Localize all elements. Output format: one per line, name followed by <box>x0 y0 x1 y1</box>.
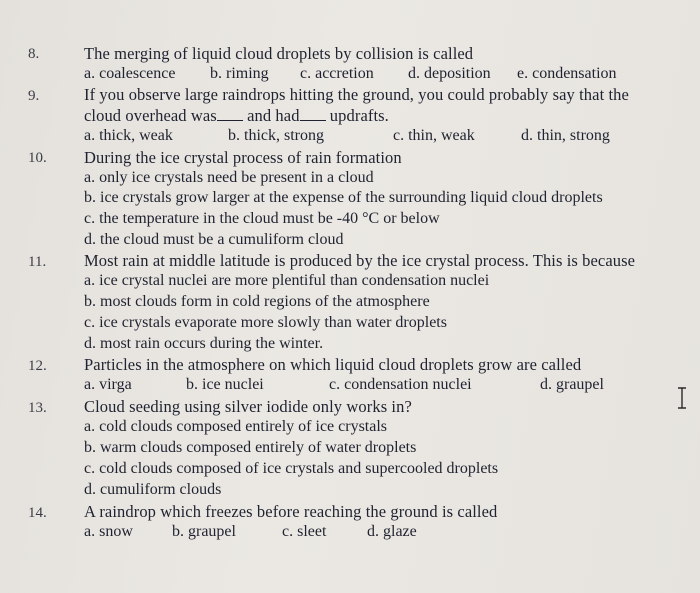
question-11-option-c[interactable]: c. ice crystals evaporate more slowly than water droplets <box>84 314 447 331</box>
question-13-option-d[interactable]: d. cumuliform clouds <box>84 481 222 498</box>
question-8-text: The merging of liquid cloud droplets by collision is called <box>84 44 474 63</box>
question-14-text: A raindrop which freezes before reaching the ground is called <box>84 502 498 521</box>
question-9-option-c[interactable]: c. thin, weak <box>393 127 475 144</box>
question-13-text: Cloud seeding using silver iodide only works in? <box>84 397 412 416</box>
question-8-option-a[interactable]: a. coalescence <box>84 65 176 82</box>
question-9-text-part2: and had <box>247 106 300 125</box>
question-13-option-c[interactable]: c. cold clouds composed of ice crystals and supercooled droplets <box>84 460 499 477</box>
question-9-text-part3: updrafts. <box>329 106 389 125</box>
answer-blank-1 <box>217 106 243 121</box>
question-12-option-d[interactable]: d. graupel <box>540 376 604 393</box>
question-9-option-d[interactable]: d. thin, strong <box>521 127 610 144</box>
question-9-option-a[interactable]: a. thick, weak <box>84 127 173 144</box>
question-9-text-line1: If you observe large raindrops hitting the ground, you could probably say that the <box>84 85 629 104</box>
question-9-option-b[interactable]: b. thick, strong <box>228 127 324 144</box>
question-number-11: 11. <box>28 254 47 270</box>
question-11-text: Most rain at middle latitude is produced by the ice crystal process. This is because <box>84 251 636 270</box>
question-9-text-part1: cloud overhead was <box>84 106 217 125</box>
question-number-12: 12. <box>28 358 47 374</box>
question-12-option-c[interactable]: c. condensation nuclei <box>329 376 472 393</box>
question-10-option-c[interactable]: c. the temperature in the cloud must be -40 °C or below <box>84 210 440 227</box>
question-number-9: 9. <box>28 88 40 104</box>
question-13-option-a[interactable]: a. cold clouds composed entirely of ice crystals <box>84 418 388 435</box>
question-12-option-a[interactable]: a. virga <box>84 376 132 393</box>
question-8-option-d[interactable]: d. deposition <box>408 65 491 82</box>
question-12-option-b[interactable]: b. ice nuclei <box>186 376 264 393</box>
question-10-option-d[interactable]: d. the cloud must be a cumuliform cloud <box>84 231 344 248</box>
question-10-text: During the ice crystal process of rain formation <box>84 148 402 167</box>
question-11-option-b[interactable]: b. most clouds form in cold regions of the atmosphere <box>84 293 430 310</box>
answer-blank-2 <box>300 106 326 121</box>
question-14-option-b[interactable]: b. graupel <box>172 523 236 540</box>
question-9-text-line2 <box>84 106 389 126</box>
question-14-option-c[interactable]: c. sleet <box>282 523 327 540</box>
question-11-option-d[interactable]: d. most rain occurs during the winter. <box>84 335 324 352</box>
question-12-text: Particles in the atmosphere on which liquid cloud droplets grow are called <box>84 355 582 374</box>
question-10-option-a[interactable]: a. only ice crystals need be present in a cloud <box>84 169 374 186</box>
question-8-option-b[interactable]: b. riming <box>210 65 269 82</box>
question-10-option-b[interactable]: b. ice crystals grow larger at the expense of the surrounding liquid cloud droplets <box>84 189 603 206</box>
question-14-option-d[interactable]: d. glaze <box>367 523 417 540</box>
question-8-option-c[interactable]: c. accretion <box>300 65 374 82</box>
question-11-option-a[interactable]: a. ice crystal nuclei are more plentiful than condensation nuclei <box>84 272 490 289</box>
question-14-option-a[interactable]: a. snow <box>84 523 133 540</box>
question-number-13: 13. <box>28 400 47 416</box>
text-cursor-icon <box>676 386 688 410</box>
question-number-8: 8. <box>28 46 40 62</box>
question-number-14: 14. <box>28 505 47 521</box>
question-8-option-e[interactable]: e. condensation <box>517 65 617 82</box>
question-13-option-b[interactable]: b. warm clouds composed entirely of water droplets <box>84 439 417 456</box>
question-number-10: 10. <box>28 150 47 166</box>
